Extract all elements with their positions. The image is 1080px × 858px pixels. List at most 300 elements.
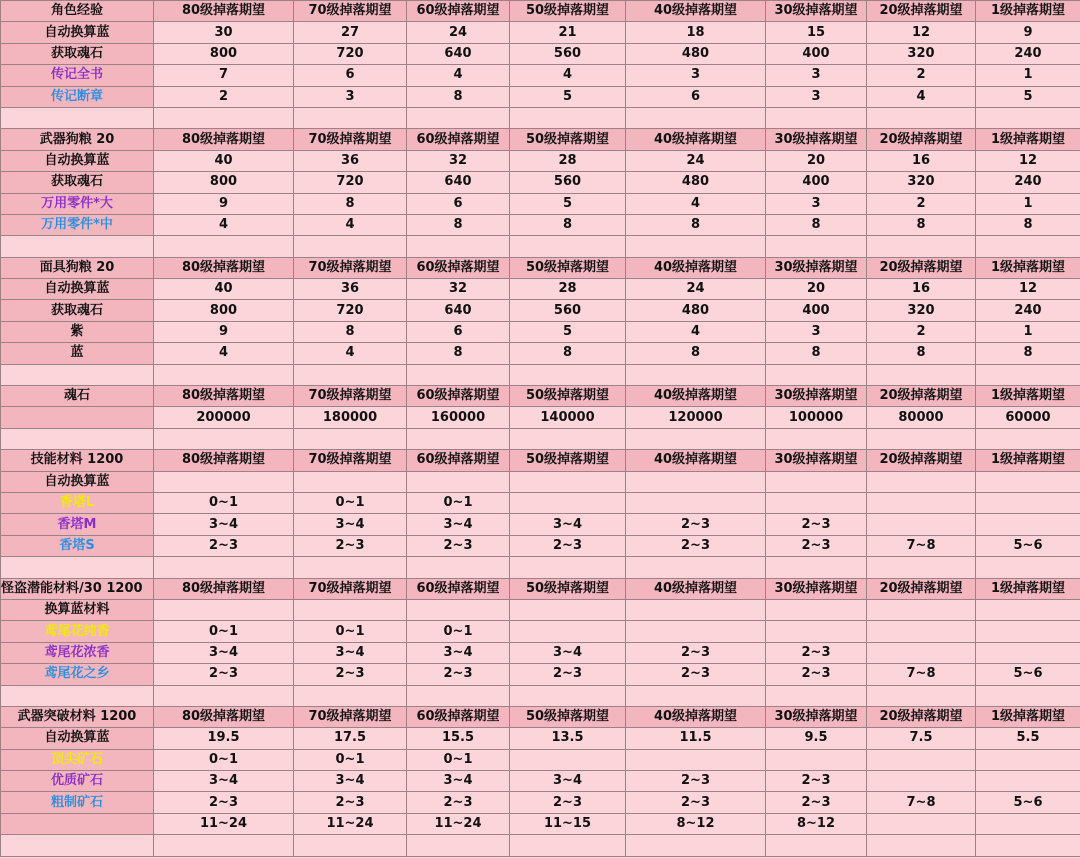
value-cell: 8: [766, 214, 867, 235]
value-cell: [510, 621, 626, 642]
column-header: 80级掉落期望: [154, 386, 294, 407]
empty-cell: [407, 107, 510, 128]
section-title: 怪盗潜能材料/30 1200: [1, 578, 154, 599]
value-cell: [766, 471, 867, 492]
section-header-row: [1, 578, 1080, 599]
value-cell: 2~3: [294, 664, 407, 685]
empty-cell: [626, 557, 766, 578]
value-cell: 0~1: [407, 749, 510, 770]
empty-cell: [867, 236, 976, 257]
value-cell: 2~3: [154, 535, 294, 556]
value-cell: [510, 749, 626, 770]
value-cell: 480: [626, 43, 766, 64]
value-cell: 13.5: [510, 728, 626, 749]
value-cell: 2~3: [294, 535, 407, 556]
column-header: 40级掉落期望: [626, 706, 766, 727]
value-cell: 480: [626, 300, 766, 321]
value-cell: [976, 813, 1080, 834]
column-header: 30级掉落期望: [766, 1, 867, 22]
value-cell: 320: [867, 43, 976, 64]
value-cell: [294, 471, 407, 492]
empty-cell: [294, 685, 407, 706]
empty-cell: [294, 557, 407, 578]
value-cell: [766, 749, 867, 770]
value-cell: 5~6: [976, 792, 1080, 813]
value-cell: 16: [867, 279, 976, 300]
column-header: 30级掉落期望: [766, 257, 867, 278]
row-label: 获取魂石: [1, 172, 154, 193]
table-row: [1, 22, 1080, 43]
column-header: 1级掉落期望: [976, 386, 1080, 407]
empty-cell: [626, 364, 766, 385]
row-label: 换算蓝材料: [1, 599, 154, 620]
column-header: 40级掉落期望: [626, 129, 766, 150]
value-cell: 3~4: [407, 771, 510, 792]
value-cell: 3~4: [510, 771, 626, 792]
section-header-row: [1, 706, 1080, 727]
empty-cell: [510, 428, 626, 449]
row-label: 传记断章: [1, 86, 154, 107]
value-cell: 11~24: [407, 813, 510, 834]
column-header: 80级掉落期望: [154, 578, 294, 599]
value-cell: 8: [407, 86, 510, 107]
column-header: 1级掉落期望: [976, 129, 1080, 150]
column-header: 70级掉落期望: [294, 257, 407, 278]
value-cell: [867, 599, 976, 620]
value-cell: 640: [407, 43, 510, 64]
empty-cell: [154, 107, 294, 128]
value-cell: 2~3: [626, 792, 766, 813]
row-label: 蓝: [1, 343, 154, 364]
column-header: 40级掉落期望: [626, 578, 766, 599]
value-cell: [766, 492, 867, 513]
value-cell: 32: [407, 279, 510, 300]
empty-cell: [766, 364, 867, 385]
empty-cell: [1, 685, 154, 706]
value-cell: 2~3: [626, 771, 766, 792]
value-cell: 800: [154, 43, 294, 64]
value-cell: [976, 471, 1080, 492]
table-row: [1, 300, 1080, 321]
empty-cell: [626, 107, 766, 128]
value-cell: 7~8: [867, 792, 976, 813]
value-cell: 8: [976, 343, 1080, 364]
empty-cell: [407, 236, 510, 257]
value-cell: 2~3: [407, 792, 510, 813]
value-cell: 9: [154, 321, 294, 342]
value-cell: 0~1: [407, 492, 510, 513]
value-cell: 0~1: [154, 749, 294, 770]
column-header: 50级掉落期望: [510, 450, 626, 471]
column-header: 1级掉落期望: [976, 450, 1080, 471]
value-cell: 4: [626, 193, 766, 214]
empty-cell: [294, 364, 407, 385]
column-header: 60级掉落期望: [407, 386, 510, 407]
value-cell: 2~3: [626, 535, 766, 556]
table-row: [1, 749, 1080, 770]
value-cell: [976, 749, 1080, 770]
table-row: [1, 664, 1080, 685]
value-cell: 80000: [867, 407, 976, 428]
value-cell: 7.5: [867, 728, 976, 749]
section-header-row: [1, 257, 1080, 278]
value-cell: 3~4: [294, 771, 407, 792]
value-cell: [976, 514, 1080, 535]
value-cell: 4: [154, 214, 294, 235]
table-row: [1, 471, 1080, 492]
empty-cell: [626, 428, 766, 449]
row-label: 鸢尾花之乡: [1, 664, 154, 685]
value-cell: 3: [626, 65, 766, 86]
value-cell: 5: [510, 86, 626, 107]
value-cell: 15: [766, 22, 867, 43]
empty-cell: [867, 685, 976, 706]
value-cell: 8: [294, 193, 407, 214]
value-cell: [976, 642, 1080, 663]
column-header: 70级掉落期望: [294, 706, 407, 727]
value-cell: 240: [976, 300, 1080, 321]
value-cell: 2~3: [626, 664, 766, 685]
value-cell: [976, 621, 1080, 642]
value-cell: 6: [407, 193, 510, 214]
value-cell: 8~12: [626, 813, 766, 834]
column-header: 60级掉落期望: [407, 257, 510, 278]
blank-row: [1, 428, 1080, 449]
value-cell: 1: [976, 65, 1080, 86]
column-header: 70级掉落期望: [294, 578, 407, 599]
value-cell: [294, 599, 407, 620]
row-label: 香塔S: [1, 535, 154, 556]
row-label: 获取魂石: [1, 300, 154, 321]
column-header: 30级掉落期望: [766, 450, 867, 471]
row-label: 自动换算蓝: [1, 150, 154, 171]
value-cell: 3~4: [154, 514, 294, 535]
value-cell: [407, 599, 510, 620]
value-cell: 2: [867, 321, 976, 342]
empty-cell: [1, 835, 154, 856]
row-label: 万用零件*中: [1, 214, 154, 235]
value-cell: [626, 471, 766, 492]
value-cell: 2~3: [510, 664, 626, 685]
value-cell: 140000: [510, 407, 626, 428]
value-cell: [867, 492, 976, 513]
empty-cell: [407, 557, 510, 578]
empty-cell: [976, 557, 1080, 578]
value-cell: 8: [510, 214, 626, 235]
column-header: 30级掉落期望: [766, 578, 867, 599]
column-header: 60级掉落期望: [407, 129, 510, 150]
value-cell: 27: [294, 22, 407, 43]
column-header: 30级掉落期望: [766, 386, 867, 407]
value-cell: 12: [976, 279, 1080, 300]
row-label: 香塔M: [1, 514, 154, 535]
column-header: 1级掉落期望: [976, 706, 1080, 727]
column-header: 1级掉落期望: [976, 257, 1080, 278]
value-cell: 24: [626, 279, 766, 300]
empty-cell: [976, 107, 1080, 128]
empty-cell: [1, 107, 154, 128]
column-header: 60级掉落期望: [407, 450, 510, 471]
table-row: [1, 792, 1080, 813]
value-cell: 480: [626, 172, 766, 193]
column-header: 50级掉落期望: [510, 129, 626, 150]
section-header-row: [1, 386, 1080, 407]
column-header: 50级掉落期望: [510, 1, 626, 22]
value-cell: 3: [294, 86, 407, 107]
row-label: 顶尖矿石: [1, 749, 154, 770]
section-title: 武器突破材料 1200: [1, 706, 154, 727]
table-row: [1, 43, 1080, 64]
table-row: [1, 514, 1080, 535]
value-cell: 3~4: [510, 642, 626, 663]
value-cell: [510, 599, 626, 620]
value-cell: [867, 749, 976, 770]
value-cell: 17.5: [294, 728, 407, 749]
column-header: 40级掉落期望: [626, 386, 766, 407]
blank-row: [1, 107, 1080, 128]
value-cell: [976, 771, 1080, 792]
value-cell: 800: [154, 300, 294, 321]
column-header: 60级掉落期望: [407, 578, 510, 599]
value-cell: 240: [976, 172, 1080, 193]
value-cell: 2~3: [154, 664, 294, 685]
column-header: 20级掉落期望: [867, 706, 976, 727]
value-cell: 2~3: [626, 514, 766, 535]
column-header: 80级掉落期望: [154, 257, 294, 278]
column-header: 60级掉落期望: [407, 706, 510, 727]
section-header-row: [1, 1, 1080, 22]
value-cell: [867, 813, 976, 834]
empty-cell: [867, 428, 976, 449]
value-cell: 3~4: [407, 514, 510, 535]
value-cell: 3: [766, 321, 867, 342]
value-cell: 12: [867, 22, 976, 43]
value-cell: 640: [407, 172, 510, 193]
column-header: 40级掉落期望: [626, 450, 766, 471]
table-row: [1, 728, 1080, 749]
value-cell: 24: [407, 22, 510, 43]
empty-cell: [766, 557, 867, 578]
value-cell: 2~3: [407, 664, 510, 685]
empty-cell: [976, 236, 1080, 257]
empty-cell: [766, 685, 867, 706]
value-cell: [154, 471, 294, 492]
value-cell: 2~3: [154, 792, 294, 813]
value-cell: 3~4: [510, 514, 626, 535]
value-cell: 15.5: [407, 728, 510, 749]
row-label: 自动换算蓝: [1, 471, 154, 492]
column-header: 70级掉落期望: [294, 1, 407, 22]
value-cell: 5: [976, 86, 1080, 107]
value-cell: 2~3: [766, 535, 867, 556]
value-cell: 2~3: [407, 535, 510, 556]
value-cell: 6: [294, 65, 407, 86]
table-row: [1, 214, 1080, 235]
section-title: 魂石: [1, 386, 154, 407]
value-cell: 5~6: [976, 664, 1080, 685]
value-cell: 36: [294, 150, 407, 171]
empty-cell: [294, 107, 407, 128]
blank-row: [1, 685, 1080, 706]
empty-cell: [1, 428, 154, 449]
column-header: 70级掉落期望: [294, 386, 407, 407]
value-cell: 28: [510, 279, 626, 300]
value-cell: 4: [407, 65, 510, 86]
row-label: 香塔L: [1, 492, 154, 513]
value-cell: [626, 492, 766, 513]
value-cell: 19.5: [154, 728, 294, 749]
value-cell: 4: [294, 343, 407, 364]
value-cell: [867, 642, 976, 663]
value-cell: [867, 621, 976, 642]
column-header: 50级掉落期望: [510, 706, 626, 727]
value-cell: 3~4: [294, 642, 407, 663]
empty-cell: [1, 557, 154, 578]
value-cell: [510, 471, 626, 492]
blank-row: [1, 364, 1080, 385]
value-cell: [626, 599, 766, 620]
row-label: 鸢尾花纯香: [1, 621, 154, 642]
empty-cell: [976, 364, 1080, 385]
value-cell: 720: [294, 43, 407, 64]
column-header: 80级掉落期望: [154, 1, 294, 22]
empty-cell: [1, 236, 154, 257]
value-cell: [867, 771, 976, 792]
empty-cell: [510, 685, 626, 706]
value-cell: 8~12: [766, 813, 867, 834]
empty-cell: [976, 685, 1080, 706]
column-header: 50级掉落期望: [510, 578, 626, 599]
blank-row: [1, 835, 1080, 856]
column-header: 20级掉落期望: [867, 257, 976, 278]
value-cell: 8: [867, 343, 976, 364]
empty-cell: [154, 364, 294, 385]
table-row: [1, 407, 1080, 428]
value-cell: [407, 471, 510, 492]
value-cell: 28: [510, 150, 626, 171]
value-cell: 5: [510, 321, 626, 342]
value-cell: 320: [867, 300, 976, 321]
value-cell: 3: [766, 193, 867, 214]
column-header: 30级掉落期望: [766, 706, 867, 727]
value-cell: 8: [766, 343, 867, 364]
table-row: [1, 65, 1080, 86]
blank-row: [1, 557, 1080, 578]
table-row: [1, 279, 1080, 300]
row-label: [1, 813, 154, 834]
empty-cell: [154, 428, 294, 449]
value-cell: 8: [407, 343, 510, 364]
value-cell: 240: [976, 43, 1080, 64]
section-title: 角色经验: [1, 1, 154, 22]
value-cell: 640: [407, 300, 510, 321]
column-header: 70级掉落期望: [294, 450, 407, 471]
value-cell: 7: [154, 65, 294, 86]
row-label: 自动换算蓝: [1, 279, 154, 300]
table-row: [1, 86, 1080, 107]
empty-cell: [510, 835, 626, 856]
section-header-row: [1, 450, 1080, 471]
value-cell: 9: [154, 193, 294, 214]
value-cell: 60000: [976, 407, 1080, 428]
value-cell: 0~1: [407, 621, 510, 642]
column-header: 1级掉落期望: [976, 578, 1080, 599]
empty-cell: [407, 364, 510, 385]
value-cell: 8: [510, 343, 626, 364]
table-row: [1, 343, 1080, 364]
empty-cell: [407, 835, 510, 856]
row-label: [1, 407, 154, 428]
value-cell: 20: [766, 150, 867, 171]
value-cell: 5~6: [976, 535, 1080, 556]
row-label: 自动换算蓝: [1, 22, 154, 43]
value-cell: 2~3: [294, 792, 407, 813]
value-cell: 3: [766, 65, 867, 86]
value-cell: 180000: [294, 407, 407, 428]
row-label: 紫: [1, 321, 154, 342]
value-cell: 2: [154, 86, 294, 107]
value-cell: 9.5: [766, 728, 867, 749]
value-cell: 0~1: [154, 492, 294, 513]
value-cell: 30: [154, 22, 294, 43]
value-cell: 11~24: [154, 813, 294, 834]
value-cell: 4: [154, 343, 294, 364]
empty-cell: [766, 236, 867, 257]
value-cell: 8: [294, 321, 407, 342]
column-header: 20级掉落期望: [867, 450, 976, 471]
value-cell: 3~4: [154, 642, 294, 663]
table-row: [1, 621, 1080, 642]
value-cell: 11~24: [294, 813, 407, 834]
row-label: 万用零件*大: [1, 193, 154, 214]
value-cell: 20: [766, 279, 867, 300]
value-cell: 2~3: [766, 792, 867, 813]
empty-cell: [154, 236, 294, 257]
empty-cell: [154, 835, 294, 856]
value-cell: 9: [976, 22, 1080, 43]
value-cell: 2~3: [510, 535, 626, 556]
column-header: 30级掉落期望: [766, 129, 867, 150]
value-cell: 6: [626, 86, 766, 107]
empty-cell: [626, 236, 766, 257]
table-row: [1, 193, 1080, 214]
empty-cell: [867, 557, 976, 578]
value-cell: 2~3: [766, 642, 867, 663]
value-cell: 21: [510, 22, 626, 43]
table-row: [1, 492, 1080, 513]
value-cell: 560: [510, 43, 626, 64]
value-cell: [766, 621, 867, 642]
value-cell: 2~3: [766, 771, 867, 792]
column-header: 60级掉落期望: [407, 1, 510, 22]
empty-cell: [1, 364, 154, 385]
value-cell: [510, 492, 626, 513]
value-cell: 0~1: [294, 749, 407, 770]
value-cell: [154, 599, 294, 620]
value-cell: 18: [626, 22, 766, 43]
value-cell: 1: [976, 321, 1080, 342]
value-cell: 40: [154, 279, 294, 300]
column-header: 80级掉落期望: [154, 706, 294, 727]
value-cell: 5: [510, 193, 626, 214]
value-cell: 8: [626, 214, 766, 235]
value-cell: 11.5: [626, 728, 766, 749]
column-header: 40级掉落期望: [626, 257, 766, 278]
empty-cell: [766, 107, 867, 128]
value-cell: [976, 492, 1080, 513]
value-cell: 2~3: [766, 514, 867, 535]
empty-cell: [154, 685, 294, 706]
